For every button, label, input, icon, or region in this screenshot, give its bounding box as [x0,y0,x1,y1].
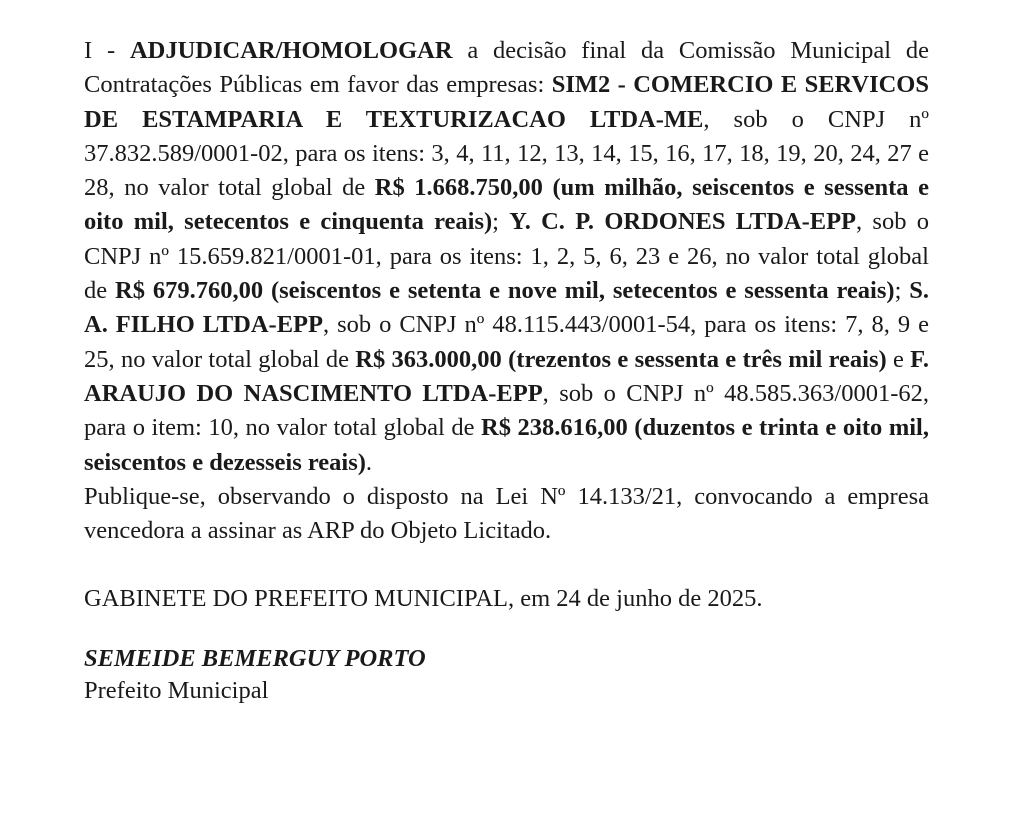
separator: ; [492,208,510,236]
separator: ; [894,277,910,305]
separator: e [886,345,911,373]
spacer [84,548,929,582]
company-details: , sob o CNPJ nº 48.585.363/0001-62, para o item: 10, no valor total global de [84,379,930,442]
gabinete-line: GABINETE DO PREFEITO MUNICIPAL, em 24 de junho de 2025. [84,585,763,613]
signatory-role: Prefeito Municipal [84,676,269,704]
action-heading: ADJUDICAR/HOMOLOGAR [129,37,453,64]
adjudication-paragraph [84,34,929,480]
company-details: , sob o CNPJ nº 48.115.443/0001-54, para os itens: 7, 8, 9 e 25, no valor total global de [84,311,929,373]
document-page [84,34,929,707]
company-value: R$ 1.668.750,00 (um milhão, seiscentos e sessenta e oito mil, setecentos e cinquenta reais) [84,174,929,236]
company-details: , sob o CNPJ nº 15.659.821/0001-01, para os itens: 1, 2, 5, 6, 23 e 26, no valor total global de [84,208,929,305]
intro-text: a decisão final da Comissão Municipal de Contratações Públicas em favor das empresas: [84,37,929,99]
publication-paragraph: Publique-se, observando o disposto na Lei Nº 14.133/21, convocando a empresa vencedora a assinar as ARP do Objeto Licitado. [84,482,929,545]
company-value: R$ 679.760,00 (seiscentos e setenta e nove mil, setecentos e sessenta reais) [115,277,895,305]
company-name: Y. C. P. ORDONES LTDA-EPP [509,208,857,236]
company-value: R$ 363.000,00 (trezentos e sessenta e três mil reais) [355,345,887,373]
company-value: R$ 238.616,00 (duzentos e trinta e oito mil, seiscentos e dezesseis reais) [84,414,929,476]
separator: . [365,448,373,476]
paragraph-label: I - [84,37,130,64]
company-details: , sob o CNPJ nº 37.832.589/0001-02, para os itens: 3, 4, 11, 12, 13, 14, 15, 16, 17, 18, 19, 20, 24, 27 e 28, no valor total global de [84,105,929,202]
signatory-name: SEMEIDE BEMERGUY PORTO [84,644,426,672]
company-name: F. ARAUJO DO NASCIMENTO LTDA-EPP [84,345,929,407]
company-name: S. A. FILHO LTDA-EPP [84,277,930,339]
company-name: SIM2 - COMERCIO E SERVICOS DE ESTAMPARIA E TEXTURIZACAO LTDA-ME [84,71,929,133]
